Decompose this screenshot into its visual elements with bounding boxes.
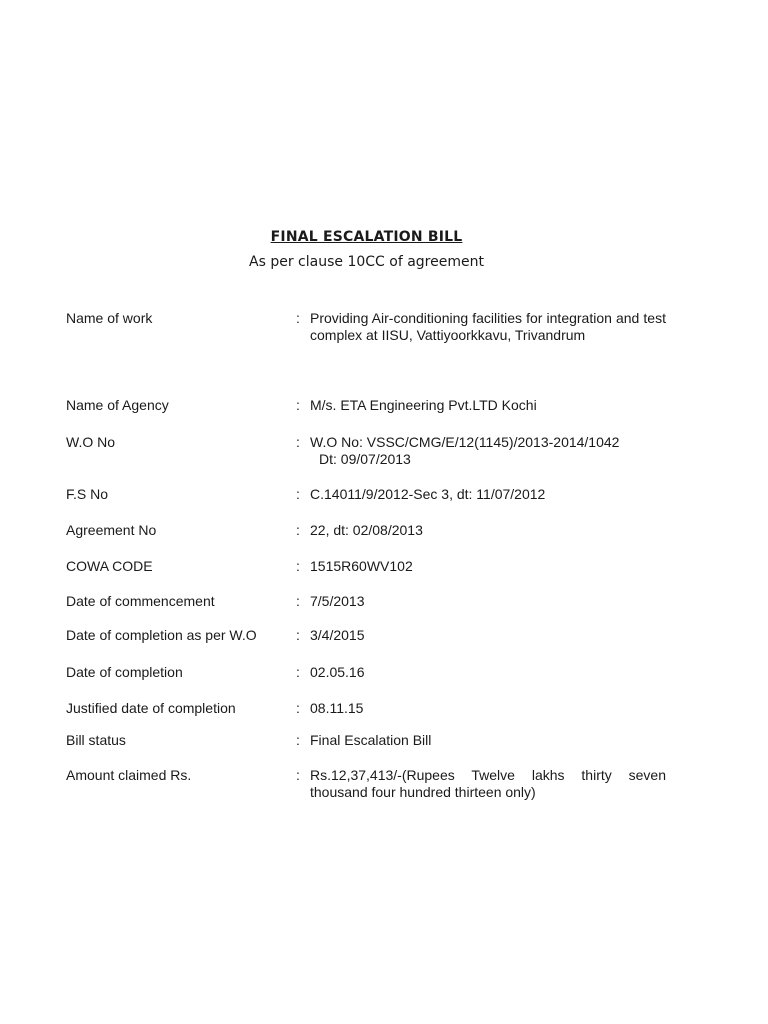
row-label: Date of completion <box>66 664 183 680</box>
row-colon: : <box>296 732 300 748</box>
row-value: C.14011/9/2012-Sec 3, dt: 11/07/2012 <box>310 486 546 502</box>
row-label: Date of completion as per W.O <box>66 627 257 643</box>
document-title: FINAL ESCALATION BILL <box>270 229 463 245</box>
row-value: 1515R60WV102 <box>310 558 413 574</box>
row-label: W.O No <box>66 434 116 450</box>
row-value: Final Escalation Bill <box>310 732 432 748</box>
row-value: 7/5/2013 <box>310 593 365 609</box>
row-value: 3/4/2015 <box>310 627 365 643</box>
document-subtitle: As per clause 10CC of agreement <box>249 254 484 270</box>
wo-number: W.O No: VSSC/CMG/E/12(1145)/2013-2014/1042 <box>310 434 620 450</box>
row-colon: : <box>296 434 300 450</box>
row-label: Bill status <box>66 732 126 748</box>
wo-date: Dt: 09/07/2013 <box>319 450 411 467</box>
row-colon: : <box>296 767 300 783</box>
row-label: Name of work <box>66 310 153 326</box>
row-value: 22, dt: 02/08/2013 <box>310 522 423 538</box>
row-value: 08.11.15 <box>310 700 364 716</box>
row-colon: : <box>296 558 300 574</box>
row-colon: : <box>296 522 300 538</box>
row-value: Rs.12,37,413/-(Rupees Twelve lakhs thirty seven thousand four hundred thirteen only) <box>310 767 666 800</box>
row-value: 02.05.16 <box>310 664 365 680</box>
row-label: Justified date of completion <box>66 700 236 716</box>
row-colon: : <box>296 593 300 609</box>
row-label: Agreement No <box>66 522 157 538</box>
row-colon: : <box>296 397 300 413</box>
row-colon: : <box>296 310 300 326</box>
row-label: Amount claimed Rs. <box>66 767 192 783</box>
row-value <box>310 434 666 467</box>
row-value: Providing Air-conditioning facilities for integration and test complex at IISU, Vattiyoorkkavu, Trivandrum <box>310 310 666 343</box>
row-label: F.S No <box>66 486 109 502</box>
row-colon: : <box>296 627 300 643</box>
row-colon: : <box>296 664 300 680</box>
row-colon: : <box>296 486 300 502</box>
row-label: Date of commencement <box>66 593 215 609</box>
row-label: COWA CODE <box>66 558 153 574</box>
row-label: Name of Agency <box>66 397 169 413</box>
row-value: M/s. ETA Engineering Pvt.LTD Kochi <box>310 397 537 413</box>
row-colon: : <box>296 700 300 716</box>
